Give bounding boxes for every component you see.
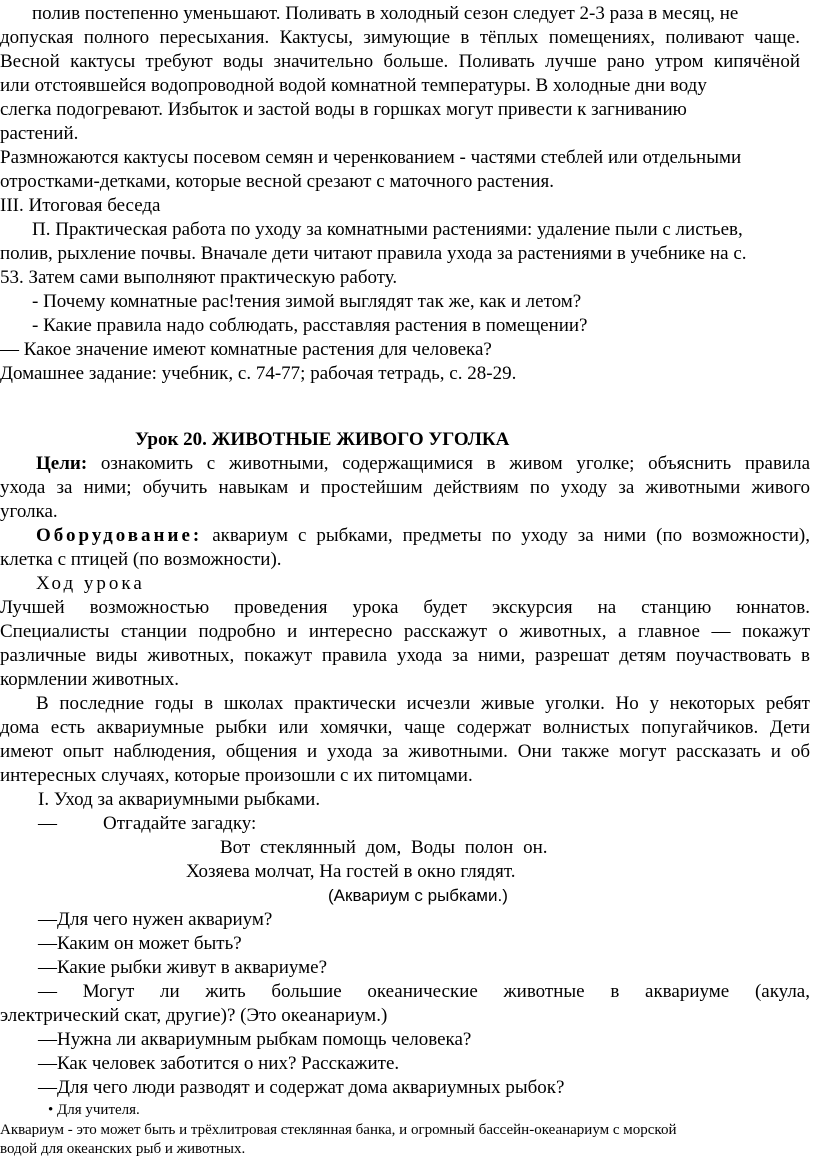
text-line: различные виды животных, покажут правила ухода за ними, разрешат детям поучаствовать в bbox=[0, 645, 810, 666]
homework: Домашнее задание: учебник, с. 74-77; рабочая тетрадь, с. 28-29. bbox=[0, 363, 517, 384]
text-line: растений. bbox=[0, 123, 79, 144]
text-line: уголка. bbox=[0, 501, 58, 522]
text-line: полив, рыхление почвы. Вначале дети читают правила ухода за растениями в учебнике на с. bbox=[0, 243, 747, 264]
question: —Для чего нужен аквариум? bbox=[38, 909, 273, 930]
text-line: отростками-детками, которые весной срезают с маточного растения. bbox=[0, 171, 554, 192]
text-line: Весной кактусы требуют воды значительно больше. Поливать лучше рано утром кипячёной bbox=[0, 51, 800, 72]
goals-text: ознакомить с животными, содержащимися в живом уголке; объяснить правила bbox=[100, 453, 810, 474]
question: —Какие рыбки живут в аквариуме? bbox=[38, 957, 328, 978]
question: — Какое значение имеют комнатные растения для человека? bbox=[0, 339, 492, 360]
teacher-note-label: • Для учителя. bbox=[48, 1102, 140, 1118]
question: —Для чего люди разводят и содержат дома аквариумных рыбок? bbox=[38, 1077, 565, 1098]
riddle-line: Хозяева молчат, На гостей в окно глядят. bbox=[186, 861, 516, 882]
dash: — bbox=[38, 813, 57, 834]
text-line: Размножаются кактусы посевом семян и черенкованием - частями стеблей или отдельными bbox=[0, 147, 742, 168]
text-line: П. Практическая работа по уходу за комнатными растениями: удаление пыли с листьев, bbox=[32, 219, 743, 240]
question: —Нужна ли аквариумным рыбкам помощь человека? bbox=[38, 1029, 472, 1050]
section-heading: III. Итоговая беседа bbox=[0, 195, 161, 216]
question: — Могут ли жить большие океанические животные в аквариуме (акула, bbox=[38, 981, 810, 1002]
equipment-label: Оборудование: bbox=[36, 525, 203, 546]
text-line: Специалисты станции подробно и интересно расскажут о животных, а главное — покажут bbox=[0, 621, 810, 642]
text-line: клетка с птицей (по возможности). bbox=[0, 549, 282, 570]
text-line: кормлении животных. bbox=[0, 669, 180, 690]
goals-label: Цели: bbox=[36, 453, 88, 474]
goals-line bbox=[36, 452, 810, 476]
text-line: ухода за ними; обучить навыкам и простейшим действиям по уходу за животными живого bbox=[0, 477, 810, 498]
lesson-title: Урок 20. ЖИВОТНЫЕ ЖИВОГО УГОЛКА bbox=[135, 429, 510, 450]
text-line: 53. Затем сами выполняют практическую работу. bbox=[0, 267, 398, 288]
question: —Как человек заботится о них? Расскажите. bbox=[38, 1053, 400, 1074]
teacher-note-text: Аквариум - это может быть и трёхлитровая стеклянная банка, и огромный бассейн-океанариум с морской bbox=[0, 1122, 677, 1138]
course-heading: Ход урока bbox=[36, 573, 145, 594]
question: - Какие правила надо соблюдать, расставляя растения в помещении? bbox=[32, 315, 588, 336]
riddle-intro: Отгадайте загадку: bbox=[103, 813, 257, 834]
equipment-text: аквариум с рыбками, предметы по уходу за ними (по возможности), bbox=[212, 525, 811, 546]
text-line: электрический скат, другие)? (Это океанариум.) bbox=[0, 1005, 388, 1026]
text-line: интересных случаях, которые произошли с их питомцами. bbox=[0, 765, 473, 786]
text-line: или отстоявшейся водопроводной водой комнатной температуры. В холодные дни воду bbox=[0, 75, 707, 96]
text-line: полив постепенно уменьшают. Поливать в холодный сезон следует 2-3 раза в месяц, не bbox=[32, 3, 739, 24]
text-line: имеют опыт наблюдения, общения и ухода за животными. Они также могут рассказать и об bbox=[0, 741, 810, 762]
text-line: В последние годы в школах практически исчезли живые уголки. Но у некоторых ребят bbox=[36, 693, 810, 714]
text-line: Лучшей возможностью проведения урока будет экскурсия на станцию юннатов. bbox=[0, 597, 810, 618]
text-line: дома есть аквариумные рыбки или хомячки, чаще содержат волнистых попугайчиков. Дети bbox=[0, 717, 810, 738]
text-line: слегка подогревают. Избыток и застой воды в горшках могут привести к загниванию bbox=[0, 99, 687, 120]
section-heading: I. Уход за аквариумными рыбками. bbox=[38, 789, 321, 810]
text-line: допуская полного пересыхания. Кактусы, зимующие в тёплых помещениях, поливают чаще. bbox=[0, 27, 800, 48]
riddle-answer: (Аквариум с рыбками.) bbox=[328, 886, 508, 905]
teacher-note-text: водой для океанских рыб и животных. bbox=[0, 1141, 246, 1157]
question: —Каким он может быть? bbox=[38, 933, 242, 954]
riddle-line: Вот стеклянный дом, Воды полон он. bbox=[220, 837, 548, 858]
equipment-line bbox=[36, 524, 810, 548]
question: - Почему комнатные рас!тения зимой выглядят так же, как и летом? bbox=[32, 291, 582, 312]
